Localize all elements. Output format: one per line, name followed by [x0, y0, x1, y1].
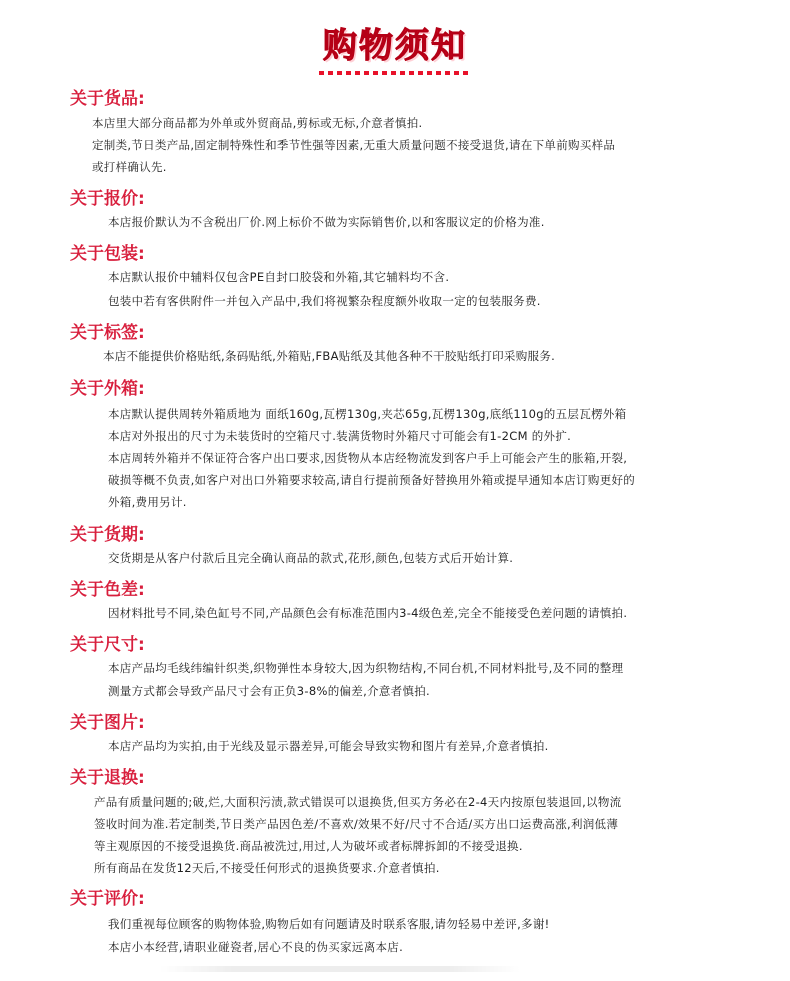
section-line: 测量方式都会导致产品尺寸会有正负3-8%的偏差,介意者慎拍.	[108, 684, 431, 698]
bottom-fade-divider	[160, 966, 520, 972]
section-heading: 关于报价:	[70, 189, 145, 209]
section-line: 外箱,费用另计.	[108, 495, 187, 509]
section-line: 本店默认提供周转外箱质地为 面纸160g,瓦楞130g,夹芯65g,瓦楞130g,底纸110g的五层瓦楞外箱	[108, 407, 627, 421]
section-heading: 关于标签:	[70, 323, 145, 343]
section-heading: 关于货品:	[70, 89, 145, 109]
section-line: 本店不能提供价格贴纸,条码贴纸,外箱贴,FBA贴纸及其他各种不干胶贴纸打印采购服务.	[103, 349, 556, 363]
section-line: 本店默认报价中辅料仅包含PE自封口胶袋和外箱,其它辅料均不含.	[108, 270, 450, 284]
section-line: 所有商品在发货12天后,不接受任何形式的退换货要求.介意者慎拍.	[94, 861, 440, 875]
section-heading: 关于图片:	[70, 713, 145, 733]
section-line: 包装中若有客供附件一并包入产品中,我们将视繁杂程度额外收取一定的包装服务费.	[108, 294, 541, 308]
section-heading: 关于评价:	[70, 889, 145, 909]
section-line: 本店报价默认为不含税出厂价.网上标价不做为实际销售价,以和客服议定的价格为准.	[108, 215, 545, 229]
section-line: 交货期是从客户付款后且完全确认商品的款式,花形,颜色,包装方式后开始计算.	[108, 551, 514, 565]
title-banner	[0, 18, 790, 67]
section-line: 产品有质量问题的;破,烂,大面积污渍,款式错误可以退换货,但买方务必在2-4天内按原包装退回,以物流	[94, 795, 622, 809]
section-heading: 关于色差:	[70, 580, 145, 600]
section-line: 本店对外报出的尺寸为未装货时的空箱尺寸.装满货物时外箱尺寸可能会有1-2CM 的外扩.	[108, 429, 572, 443]
section-line: 定制类,节日类产品,固定制特殊性和季节性强等因素,无重大质量问题不接受退货,请在下单前购买样品	[92, 138, 616, 152]
section-heading: 关于尺寸:	[70, 635, 145, 655]
section-line: 破损等概不负责,如客户对出口外箱要求较高,请自行提前预备好替换用外箱或提早通知本店订购更好的	[108, 473, 636, 487]
section-line: 本店周转外箱并不保证符合客户出口要求,因货物从本店经物流发到客户手上可能会产生的胀箱,开裂,	[108, 451, 628, 465]
section-line: 本店产品均毛线纬编针织类,织物弹性本身较大,因为织物结构,不同台机,不同材料批号,及不同的整理	[108, 661, 624, 675]
section-line: 因材料批号不同,染色缸号不同,产品颜色会有标准范围内3-4级色差,完全不能接受色差问题的请慎拍.	[108, 606, 628, 620]
section-line: 我们重视每位顾客的购物体验,购物后如有问题请及时联系客服,请勿轻易中差评,多谢!	[108, 917, 550, 931]
section-heading: 关于退换:	[70, 768, 145, 788]
section-heading: 关于货期:	[70, 525, 145, 545]
section-line: 本店产品均为实拍,由于光线及显示器差异,可能会导致实物和图片有差异,介意者慎拍.	[108, 739, 549, 753]
section-line: 等主观原因的不接受退换货.商品被洗过,用过,人为破坏或者标牌拆卸的不接受退换.	[94, 839, 523, 853]
section-heading: 关于包装:	[70, 244, 145, 264]
section-line: 本店里大部分商品都为外单或外贸商品,剪标或无标,介意者慎拍.	[92, 116, 423, 130]
section-line: 签收时间为准.若定制类,节日类产品因色差/不喜欢/效果不好/尺寸不合适/买方出口运费高涨,利润低薄	[94, 817, 619, 831]
section-line: 本店小本经营,请职业碰瓷者,居心不良的伪买家远离本店.	[108, 940, 404, 954]
section-line: 或打样确认先.	[92, 160, 167, 174]
section-heading: 关于外箱:	[70, 379, 145, 399]
page-title: 购物须知	[313, 18, 477, 67]
